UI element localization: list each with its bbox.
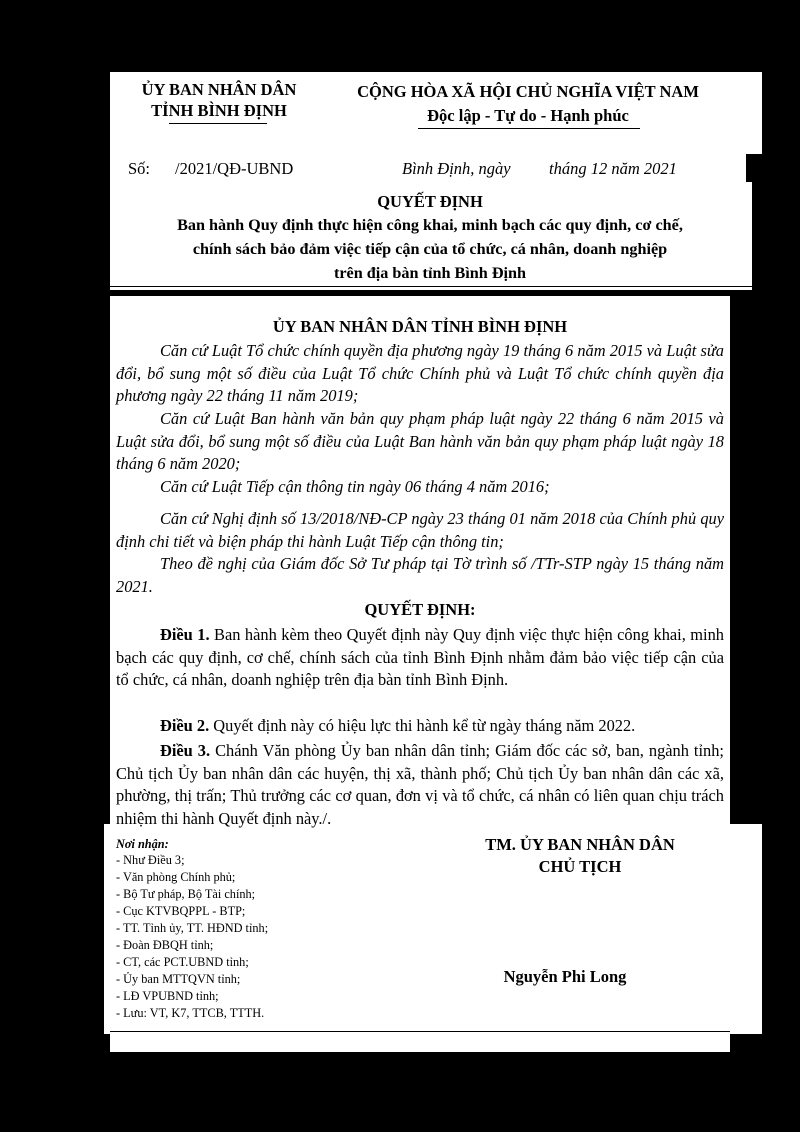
document-subject-line1: Ban hành Quy định thực hiện công khai, minh bạch các quy định, cơ chế,: [177, 216, 683, 234]
recipients-title: Nơi nhận:: [116, 837, 169, 851]
recipient-item: - CT, các PCT.UBND tỉnh;: [116, 955, 249, 969]
signature-title: TM. ỦY BAN NHÂN DÂN: [485, 835, 675, 854]
motto: Độc lập - Tự do - Hạnh phúc: [427, 106, 629, 125]
document-number-label: Số:: [128, 159, 151, 178]
motto-underline: [418, 128, 640, 129]
recipient-item: - Như Điều 3;: [116, 853, 185, 867]
place-date-a: Bình Định, ngày: [402, 159, 511, 178]
document-subject-line3: trên địa bàn tỉnh Bình Định: [333, 264, 527, 282]
issuing-authority: ỦY BAN NHÂN DÂN TỈNH BÌNH ĐỊNH: [272, 317, 568, 336]
legal-basis-2: Căn cứ Luật Ban hành văn bản quy phạm pháp luật ngày 22 tháng 6 năm 2015 và Luật sửa đổi, bổ sung một số điều của Luật Ban hành văn bản quy phạm pháp luật ngày 18 tháng 6 năm 2020;: [116, 409, 724, 473]
article-2-text: Quyết định này có hiệu lực thi hành kể từ ngày tháng năm 2022.: [209, 716, 636, 735]
place-date-b: tháng 12 năm 2021: [549, 159, 677, 178]
org-name-underline: [169, 123, 267, 124]
article-1-label: Điều 1.: [160, 625, 210, 644]
legal-basis-5: Theo đề nghị của Giám đốc Sở Tư pháp tại Tờ trình số /TTr-STP ngày 15 tháng năm 2021.: [116, 554, 724, 596]
recipient-item: - Bộ Tư pháp, Bộ Tài chính;: [116, 887, 256, 901]
article-2-label: Điều 2.: [160, 716, 210, 735]
legal-basis-4: Căn cứ Nghị định số 13/2018/NĐ-CP ngày 23 tháng 01 năm 2018 của Chính phủ quy định chi tiết và biện pháp thi hành Luật Tiếp cận thông tin;: [116, 509, 724, 551]
recipient-item: - Lưu: VT, K7, TTCB, TTTH.: [116, 1006, 265, 1020]
document-type-heading: QUYẾT ĐỊNH: [377, 192, 483, 211]
recipient-item: - Đoàn ĐBQH tỉnh;: [116, 938, 214, 952]
signer-name: Nguyễn Phi Long: [503, 967, 627, 986]
article-2: [116, 715, 724, 738]
article-3-label: Điều 3.: [160, 741, 211, 760]
article-3: [116, 740, 724, 830]
org-name-line1: ỦY BAN NHÂN DÂN: [141, 80, 297, 99]
article-1-text: Ban hành kèm theo Quyết định này Quy định việc thực hiện công khai, minh bạch các quy định, cơ chế, chính sách của tỉnh Bình Định nhằm đảm bảo việc tiếp cận của tổ chức, cá nhân, doanh nghiệp trên địa bàn tỉnh Bình Định.: [116, 625, 724, 689]
recipient-item: - LĐ VPUBND tỉnh;: [116, 989, 219, 1003]
title-divider: [110, 286, 752, 287]
country-name: CỘNG HÒA XÃ HỘI CHỦ NGHĨA VIỆT NAM: [357, 82, 699, 101]
org-name-line2: TỈNH BÌNH ĐỊNH: [151, 101, 287, 120]
article-1: [116, 624, 724, 692]
recipient-item: - Văn phòng Chính phủ;: [116, 870, 236, 884]
recipient-item: - Cục KTVBQPPL - BTP;: [116, 904, 246, 918]
recipient-item: - TT. Tỉnh ủy, TT. HĐND tỉnh;: [116, 921, 269, 935]
legal-basis-1: Căn cứ Luật Tổ chức chính quyền địa phương ngày 19 tháng 6 năm 2015 và Luật sửa đổi, bổ sung một số điều của Luật Tổ chức Chính phủ và Luật Tổ chức chính quyền địa phương ngày 22 tháng 11 năm 2019;: [116, 341, 724, 405]
footer-divider: [110, 1031, 730, 1032]
page-block-bottom: [110, 1032, 730, 1052]
decision-heading: QUYẾT ĐỊNH:: [364, 600, 476, 619]
legal-basis-3: Căn cứ Luật Tiếp cận thông tin ngày 06 tháng 4 năm 2016;: [160, 477, 550, 496]
signature-position: CHỦ TỊCH: [538, 857, 622, 876]
document-subject-line2: chính sách bảo đảm việc tiếp cận của tổ chức, cá nhân, doanh nghiệp: [192, 240, 668, 258]
article-3-text: Chánh Văn phòng Ủy ban nhân dân tỉnh; Giám đốc các sở, ban, ngành tỉnh; Chủ tịch Ủy ban nhân dân các huyện, thị xã, thành phố; Chủ tịch Ủy ban nhân dân các xã, phường, thị trấn; Thủ trưởng các cơ quan, đơn vị và tổ chức, cá nhân có liên quan chịu trách nhiệm thi hành Quyết định này./.: [116, 741, 724, 828]
recipient-item: - Ủy ban MTTQVN tỉnh;: [116, 972, 241, 986]
document-number: /2021/QĐ-UBND: [175, 159, 294, 178]
